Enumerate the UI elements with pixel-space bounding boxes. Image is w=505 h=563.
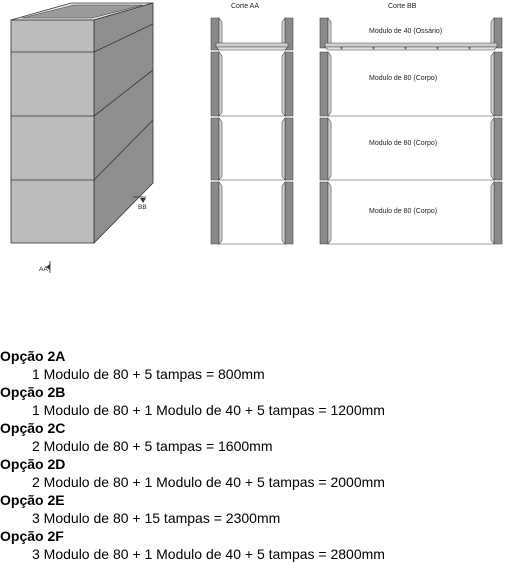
option-title: Opção 2C xyxy=(0,420,66,436)
section-aa-title: Corte AA xyxy=(231,3,260,10)
section-bb-title: Corte BB xyxy=(388,3,417,10)
option-description: 2 Modulo de 80 + 1 Modulo de 40 + 5 tampas = 2000mm xyxy=(32,474,385,490)
module-80-label-2: Modulo de 80 (Corpo) xyxy=(369,140,438,147)
options-list xyxy=(0,347,505,563)
option-description: 3 Modulo de 80 + 15 tampas = 2300mm xyxy=(32,510,281,526)
cut-aa-label: AA xyxy=(39,266,48,273)
module-80-label-3: Modulo de 80 (Corpo) xyxy=(369,208,438,215)
module-80-label-1: Modulo de 80 (Corpo) xyxy=(369,75,438,82)
module-40-label: Modulo de 40 (Ossário) xyxy=(369,28,443,35)
option-description: 1 Modulo de 80 + 5 tampas = 800mm xyxy=(32,366,265,382)
option-description: 2 Modulo de 80 + 5 tampas = 1600mm xyxy=(32,438,273,454)
option-title: Opção 2A xyxy=(0,348,66,364)
cut-bb-label: BB xyxy=(138,204,147,211)
option-description: 1 Modulo de 80 + 1 Modulo de 40 + 5 tampas = 1200mm xyxy=(32,402,385,418)
option-title: Opção 2D xyxy=(0,456,66,472)
cut-marker-aa xyxy=(39,261,50,273)
section-aa xyxy=(211,18,293,244)
isometric-box xyxy=(11,3,153,243)
option-title: Opção 2B xyxy=(0,384,66,400)
option-title: Opção 2E xyxy=(0,492,65,508)
option-title: Opção 2F xyxy=(0,528,64,544)
option-description: 3 Modulo de 80 + 1 Modulo de 40 + 5 tampas = 2800mm xyxy=(32,546,385,562)
